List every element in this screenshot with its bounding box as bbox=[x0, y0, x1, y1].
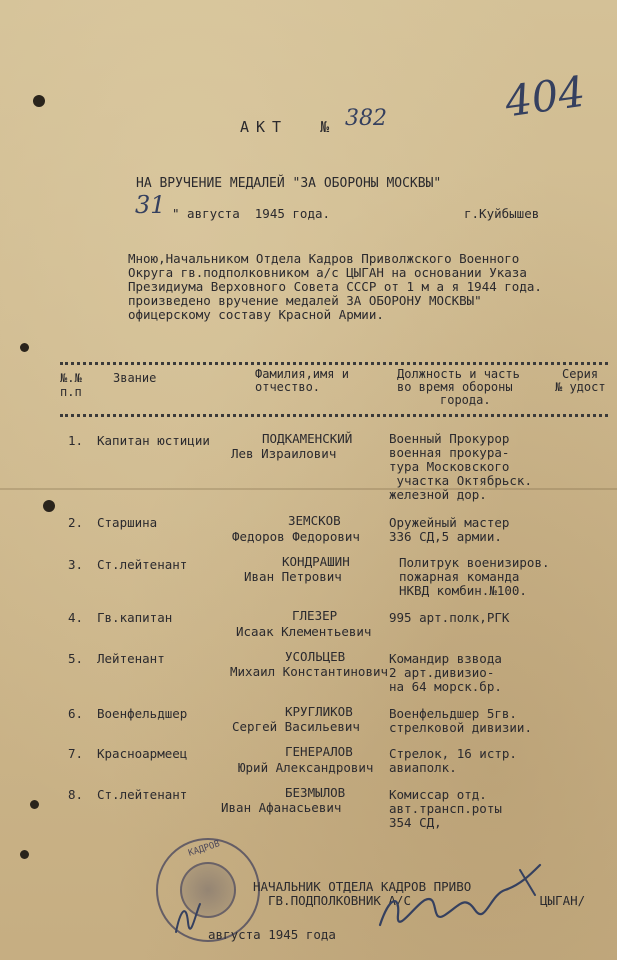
row-position: на 64 морск.бр. bbox=[389, 679, 502, 694]
city: г.Куйбышев bbox=[464, 206, 540, 221]
row-position: стрелковой дивизии. bbox=[389, 720, 532, 735]
punch-hole bbox=[30, 800, 39, 809]
punch-hole bbox=[33, 95, 45, 107]
row-given: Лев Израилович bbox=[231, 446, 337, 461]
row-position: Военфельдшер 5гв. bbox=[389, 706, 517, 721]
row-given: Юрий Александрович bbox=[238, 760, 374, 775]
row-surname: БЕЗМЫЛОВ bbox=[285, 785, 346, 800]
act-number: 382 bbox=[345, 106, 387, 131]
header-serial: Серия bbox=[562, 367, 599, 381]
row-surname: УСОЛЬЦЕВ bbox=[285, 649, 346, 664]
row-position: НКВД комбин.№100. bbox=[399, 583, 527, 598]
header-serial: № удост bbox=[555, 380, 606, 394]
signature bbox=[370, 855, 570, 945]
date-day-handwritten bbox=[168, 892, 208, 952]
intro-line: произведено вручение медалей ЗА ОБОРОНУ МОСКВЫ" bbox=[128, 293, 482, 308]
row-num: 3. bbox=[68, 557, 84, 572]
row-num: 6. bbox=[68, 706, 84, 721]
row-num: 8. bbox=[68, 787, 84, 802]
header-num: п.п bbox=[60, 385, 82, 399]
row-position: Комиссар отд. bbox=[389, 787, 487, 802]
row-position: Оружейный мастер bbox=[389, 515, 510, 530]
header-position: города. bbox=[440, 393, 491, 407]
row-position: 995 арт.полк,РГК bbox=[389, 610, 510, 625]
row-rank: Военфельдшер bbox=[97, 706, 188, 721]
signatory-title: НАЧАЛЬНИК ОТДЕЛА КАДРОВ ПРИВО bbox=[253, 879, 472, 894]
row-position: железной дор. bbox=[389, 487, 487, 502]
date-day: 31 bbox=[135, 191, 166, 219]
row-rank: Ст.лейтенант bbox=[97, 557, 188, 572]
row-position: авт.трансп.роты bbox=[389, 801, 502, 816]
row-rank: Красноармеец bbox=[97, 746, 188, 761]
row-position: участка Октябрьск. bbox=[389, 473, 532, 488]
row-position: Командир взвода bbox=[389, 651, 502, 666]
row-position: пожарная команда bbox=[399, 569, 520, 584]
row-surname: ЗЕМСКОВ bbox=[288, 513, 341, 528]
header-name: Фамилия,имя и bbox=[255, 367, 349, 381]
row-given: Федоров Федорович bbox=[232, 529, 360, 544]
row-given: Иван Петрович bbox=[244, 569, 342, 584]
row-position: Политрук военизиров. bbox=[399, 555, 550, 570]
row-position: военная прокура- bbox=[389, 445, 510, 460]
row-position: 354 СД, bbox=[389, 815, 442, 830]
signatory-rank: ГВ.ПОДПОЛКОВНИК А/С bbox=[268, 893, 411, 908]
row-rank: Лейтенант bbox=[97, 651, 165, 666]
row-surname: КОНДРАШИН bbox=[282, 554, 350, 569]
row-position: авиаполк. bbox=[389, 760, 457, 775]
row-surname: ГЕНЕРАЛОВ bbox=[285, 744, 353, 759]
row-surname: ПОДКАМЕНСКИЙ bbox=[262, 431, 353, 446]
row-given: Иван Афанасьевич bbox=[221, 800, 342, 815]
header-num: №.№ bbox=[60, 371, 82, 385]
dotted-rule bbox=[60, 362, 608, 365]
row-given: Исаак Клементьевич bbox=[236, 624, 372, 639]
row-rank: Старшина bbox=[97, 515, 158, 530]
row-given: Михаил Константинович bbox=[230, 664, 389, 679]
act-title: АКТ № bbox=[240, 118, 337, 136]
row-num: 7. bbox=[68, 746, 84, 761]
header-rank: Звание bbox=[113, 371, 157, 385]
date-text: " августа 1945 года. bbox=[172, 206, 331, 221]
row-position: 2 арт.дивизио- bbox=[389, 665, 495, 680]
punch-hole bbox=[20, 343, 29, 352]
row-position: Военный Прокурор bbox=[389, 431, 510, 446]
row-num: 5. bbox=[68, 651, 84, 666]
row-rank: Капитан юстиции bbox=[97, 433, 210, 448]
subject-line: НА ВРУЧЕНИЕ МЕДАЛЕЙ "ЗА ОБОРОНЫ МОСКВЫ" bbox=[136, 176, 442, 191]
fold-line bbox=[0, 488, 617, 490]
intro-line: офицерскому составу Красной Армии. bbox=[128, 307, 384, 322]
punch-hole bbox=[20, 850, 29, 859]
header-name: отчество. bbox=[255, 380, 321, 394]
intro-line: Президиума Верховного Совета СССР от 1 м а я 1944 года. bbox=[128, 279, 542, 294]
signatory-name: ЦЫГАН/ bbox=[540, 893, 586, 908]
row-given: Сергей Васильевич bbox=[232, 719, 360, 734]
intro-line: Округа гв.подполковником а/с ЦЫГАН на основании Указа bbox=[128, 265, 527, 280]
header-position: во время обороны bbox=[397, 380, 513, 394]
intro-line: Мною,Начальником Отдела Кадров Приволжского Военного bbox=[128, 251, 520, 266]
row-position: тура Московского bbox=[389, 459, 510, 474]
row-surname: ГЛЕЗЕР bbox=[292, 608, 338, 623]
header-position: Должность и часть bbox=[397, 367, 520, 381]
footer-date: августа 1945 года bbox=[208, 927, 336, 942]
row-rank: Ст.лейтенант bbox=[97, 787, 188, 802]
stamp-text: КАДРОВ bbox=[187, 839, 222, 859]
row-num: 2. bbox=[68, 515, 84, 530]
row-position: 336 СД,5 армии. bbox=[389, 529, 502, 544]
row-rank: Гв.капитан bbox=[97, 610, 173, 625]
punch-hole bbox=[43, 500, 55, 512]
row-num: 1. bbox=[68, 433, 84, 448]
corner-number: 404 bbox=[501, 66, 589, 127]
row-num: 4. bbox=[68, 610, 84, 625]
row-position: Стрелок, 16 истр. bbox=[389, 746, 517, 761]
dotted-rule bbox=[60, 414, 608, 417]
row-surname: КРУГЛИКОВ bbox=[285, 704, 353, 719]
